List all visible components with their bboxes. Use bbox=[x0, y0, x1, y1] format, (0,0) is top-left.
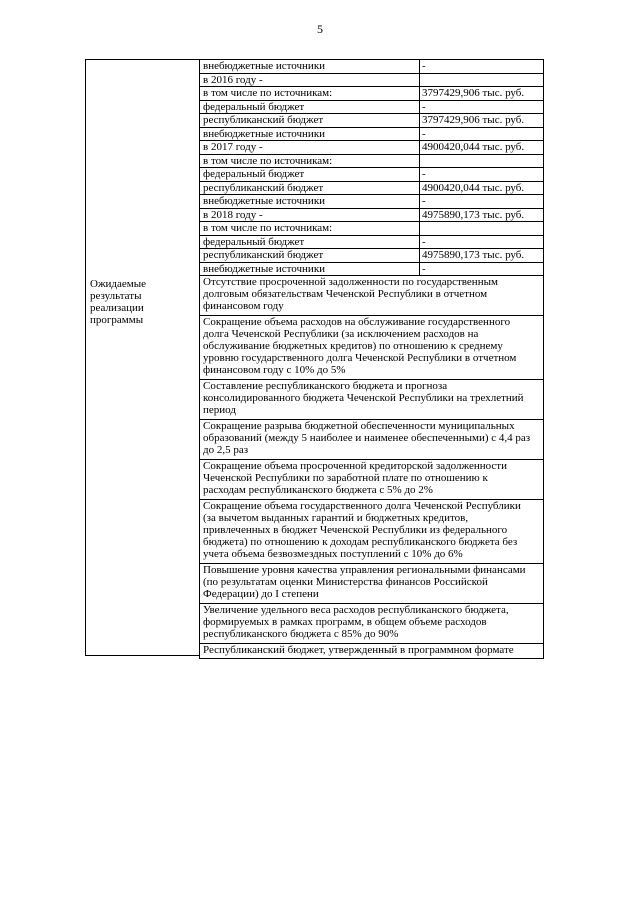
funding-row bbox=[199, 221, 544, 235]
section-label-line: Ожидаемые bbox=[90, 278, 147, 290]
funding-row-value: 3797429,906 тыс. руб. bbox=[422, 87, 525, 99]
result-row bbox=[199, 603, 544, 643]
funding-row bbox=[199, 113, 544, 127]
funding-row-label: внебюджетные источники bbox=[203, 195, 326, 207]
page-number: 5 bbox=[317, 22, 323, 36]
result-text bbox=[203, 460, 507, 496]
funding-row bbox=[199, 140, 544, 154]
result-line: Увеличение удельного веса расходов республиканского бюджета, bbox=[203, 604, 509, 616]
result-text bbox=[203, 276, 498, 312]
funding-row-label: федеральный бюджет bbox=[203, 168, 305, 180]
left-column bbox=[85, 59, 200, 656]
funding-row bbox=[199, 167, 544, 181]
funding-row-value: - bbox=[422, 235, 426, 248]
funding-row bbox=[199, 73, 544, 87]
funding-row-value: - bbox=[422, 100, 426, 113]
funding-row-label: в 2017 году - bbox=[203, 141, 263, 153]
funding-row-label: в том числе по источникам: bbox=[203, 87, 333, 99]
result-row bbox=[199, 419, 544, 459]
result-line: Федерации) до I степени bbox=[203, 588, 319, 600]
result-line: (за вычетом выданных гарантий и бюджетных кредитов, bbox=[203, 512, 469, 524]
result-line: республиканского бюджета с 85% до 90% bbox=[203, 628, 399, 640]
result-text bbox=[203, 316, 516, 376]
result-line: расходам республиканского бюджета с 5% до 2% bbox=[203, 484, 433, 496]
result-line: до 2,5 раз bbox=[203, 444, 249, 456]
funding-row-value: - bbox=[422, 195, 426, 207]
funding-row-label: республиканский бюджет bbox=[203, 249, 324, 261]
result-line: бюджета) по отношению к доходам республиканского бюджета без bbox=[203, 536, 518, 548]
funding-row bbox=[199, 100, 544, 114]
result-row bbox=[199, 643, 544, 659]
result-line: период bbox=[203, 404, 236, 416]
funding-row bbox=[199, 127, 544, 141]
result-row bbox=[199, 315, 544, 379]
funding-row bbox=[199, 154, 544, 168]
funding-row-label: федеральный бюджет bbox=[203, 235, 305, 248]
funding-row-value: 4900420,044 тыс. руб. bbox=[422, 181, 525, 194]
result-line: Повышение уровня качества управления региональными финансами bbox=[203, 564, 526, 576]
result-line: долга Чеченской Республики (за исключением расходов на bbox=[203, 328, 479, 340]
result-row bbox=[199, 275, 544, 315]
result-line: уровню государственного долга Чеченской Республики в отчетном bbox=[203, 352, 517, 364]
funding-row-value: - bbox=[422, 60, 426, 72]
result-line: (по результатам оценки Министерства финансов Российской bbox=[203, 576, 488, 588]
result-text bbox=[203, 420, 530, 456]
result-line: формируемых в рамках программ, в общем объеме расходов bbox=[203, 616, 487, 628]
section-label-line: программы bbox=[90, 314, 144, 326]
funding-row-value: - bbox=[422, 262, 426, 275]
result-text bbox=[203, 500, 521, 560]
funding-row-label: в 2018 году - bbox=[203, 208, 263, 221]
result-line: консолидированного бюджета Чеченской Республики на трехлетний bbox=[203, 392, 524, 404]
section-label-expected-results bbox=[90, 278, 196, 326]
funding-row-value: - bbox=[422, 168, 426, 180]
result-text bbox=[203, 564, 526, 600]
funding-row-label: республиканский бюджет bbox=[203, 181, 324, 194]
funding-row-value: 4975890,173 тыс. руб. bbox=[422, 208, 525, 221]
funding-row bbox=[199, 235, 544, 249]
result-line: Сокращение объема просроченной кредиторской задолженности bbox=[203, 460, 507, 472]
result-line: Составление республиканского бюджета и прогноза bbox=[203, 380, 448, 392]
result-row bbox=[199, 563, 544, 603]
funding-row bbox=[199, 59, 544, 73]
funding-row bbox=[199, 262, 544, 276]
result-row bbox=[199, 459, 544, 499]
funding-row-label: внебюджетные источники bbox=[203, 60, 326, 72]
result-row bbox=[199, 379, 544, 419]
result-line: образований (между 5 наиболее и наименее обеспеченными) с 4,4 раз bbox=[203, 432, 531, 444]
result-line: Сокращение объема расходов на обслуживание государственного bbox=[203, 316, 511, 328]
funding-row-value: 4900420,044 тыс. руб. bbox=[422, 141, 525, 153]
result-line: Чеченской Республики по заработной плате по отношению к bbox=[203, 472, 488, 484]
result-line: Сокращение объема государственного долга Чеченской Республики bbox=[203, 500, 521, 512]
funding-row-value: 4975890,173 тыс. руб. bbox=[422, 249, 525, 261]
result-text bbox=[203, 644, 514, 656]
funding-row bbox=[199, 208, 544, 222]
funding-row bbox=[199, 248, 544, 262]
result-line: Сокращение разрыва бюджетной обеспеченности муниципальных bbox=[203, 420, 515, 432]
funding-row-label: республиканский бюджет bbox=[203, 114, 324, 126]
funding-row-value: 3797429,906 тыс. руб. bbox=[422, 114, 525, 126]
result-line: финансовом году с 10% до 5% bbox=[203, 364, 346, 376]
result-line: долговым обязательствам Чеченской Республики в отчетном bbox=[203, 288, 488, 300]
funding-row bbox=[199, 194, 544, 208]
funding-row-label: внебюджетные источники bbox=[203, 262, 326, 275]
funding-row-label: в том числе по источникам: bbox=[203, 154, 333, 167]
funding-row bbox=[199, 181, 544, 195]
funding-row-label: федеральный бюджет bbox=[203, 100, 305, 113]
funding-column-divider bbox=[419, 59, 420, 275]
result-line: Республиканский бюджет, утвержденный в программном формате bbox=[203, 644, 514, 656]
result-line: Отсутствие просроченной задолженности по государственным bbox=[203, 276, 498, 288]
funding-row-label: в 2016 году - bbox=[203, 73, 263, 86]
result-line: финансовом году bbox=[203, 300, 284, 312]
funding-row-label: в том числе по источникам: bbox=[203, 222, 333, 234]
funding-row-label: внебюджетные источники bbox=[203, 127, 326, 140]
section-label-line: реализации bbox=[90, 302, 144, 314]
section-label-line: результаты bbox=[90, 290, 142, 302]
funding-row-value: - bbox=[422, 127, 426, 140]
result-text bbox=[203, 604, 509, 640]
result-text bbox=[203, 380, 524, 416]
result-line: учета объема безвозмездных поступлений с 10% до 6% bbox=[203, 548, 463, 560]
result-line: обслуживание бюджетных кредитов) по отношению к среднему bbox=[203, 340, 503, 352]
funding-row bbox=[199, 86, 544, 100]
result-line: привлеченных в бюджет Чеченской Республики из федерального bbox=[203, 524, 508, 536]
result-row bbox=[199, 499, 544, 563]
